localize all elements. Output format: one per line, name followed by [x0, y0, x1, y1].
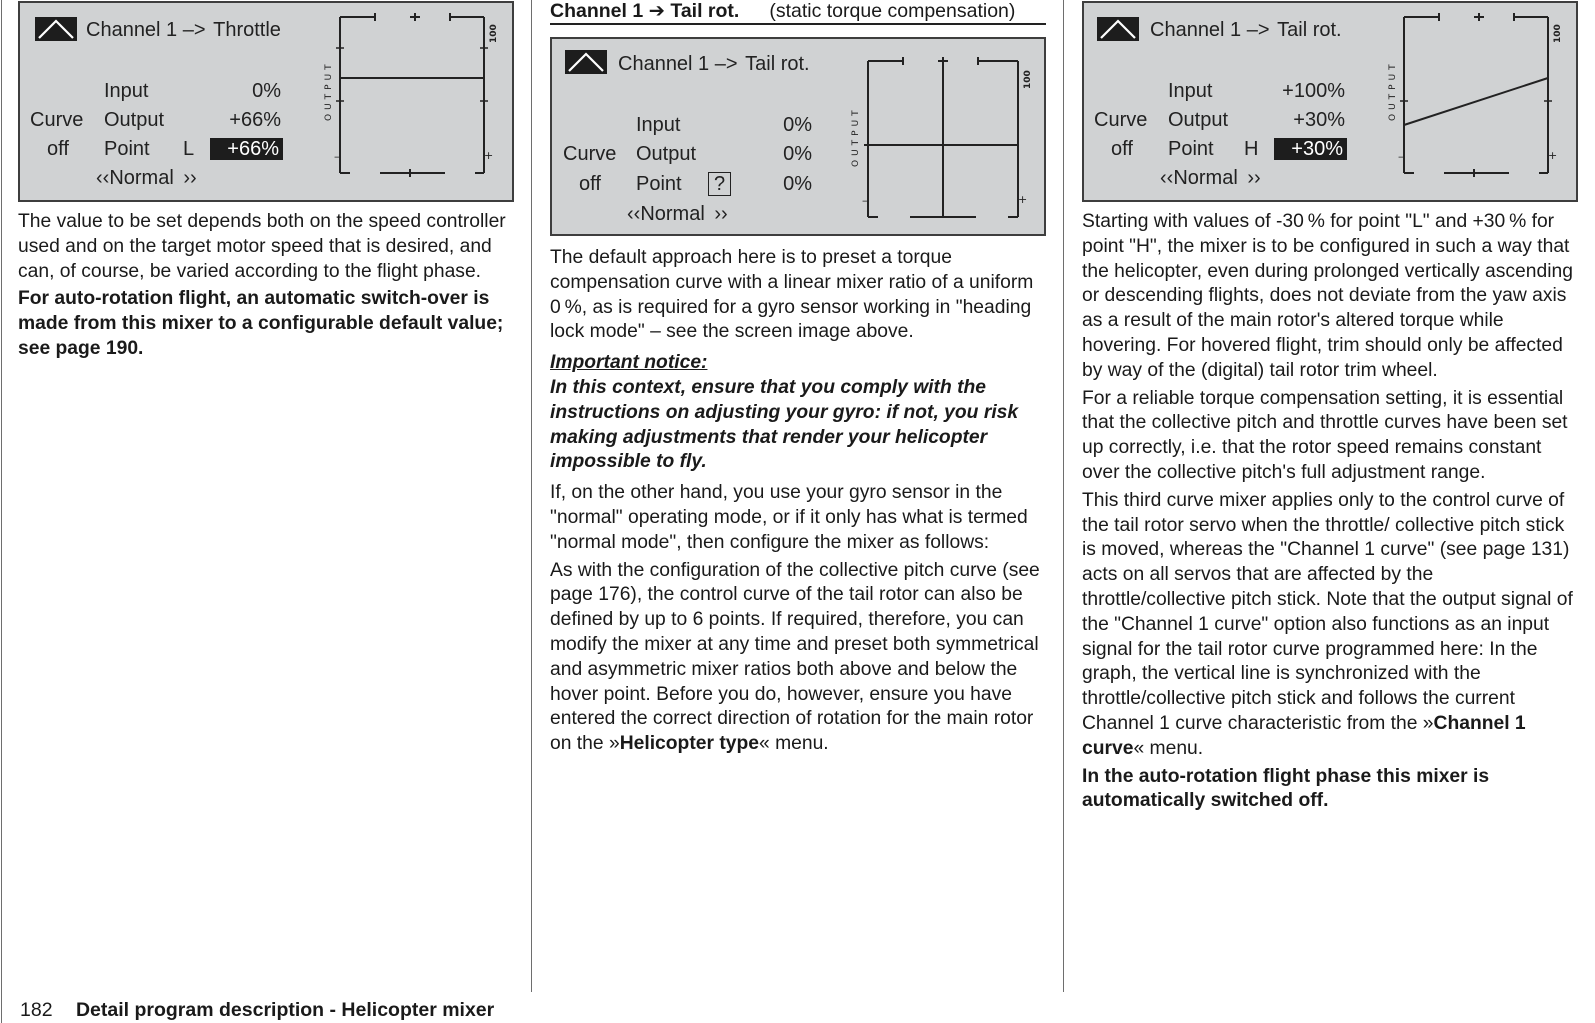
mixer-target: Tail rot.: [745, 53, 810, 75]
point-name-box[interactable]: ?: [708, 172, 731, 196]
mode-label: Normal: [109, 167, 174, 189]
input-label: Input: [1168, 80, 1213, 102]
notice-body: In this context, ensure that you comply with the instructions on adjusting your gyro: if not, you risk making adjustments that render your helicopter impossible to fly.: [550, 376, 1019, 473]
chevron-right-icon: ››: [1247, 167, 1261, 189]
curve-label: Curve: [1094, 109, 1148, 131]
output-label: Output: [104, 109, 165, 131]
output-label: Output: [1168, 109, 1229, 131]
mode-selector[interactable]: [627, 203, 728, 225]
point-label: Point: [104, 138, 150, 160]
scale-label: 100: [489, 24, 499, 43]
paragraph: As with the configuration of the collective pitch curve (see page 176), the control curve of the tail rotor can also be defined by up to 6 points. If required, therefore, you can modify the mixer at any time and preset both symmetrical and asymmetric mixer ratios both above and below the hover point. Before you do, however, ensure you have entered the correct direction of rotation for the main rotor on the »Helicopter type« menu.: [550, 559, 1040, 755]
svg-text:+: +: [1018, 193, 1028, 206]
mode-label: Normal: [640, 203, 705, 225]
section-subtitle: (static torque compensation): [769, 0, 1016, 22]
curve-graph: [320, 13, 510, 193]
arrow-right-icon: –>: [1246, 19, 1270, 41]
menu-reference: Channel 1 curve: [1082, 712, 1526, 759]
svg-text:+: +: [1548, 149, 1558, 162]
column-left: [18, 0, 516, 362]
column-divider: [1063, 0, 1064, 992]
throttle-curve-screen: [18, 1, 514, 202]
point-name: L: [183, 138, 195, 160]
page-number: 182: [20, 999, 53, 1021]
chevron-left-icon: ‹‹: [1160, 167, 1174, 189]
screen-title: [1150, 19, 1342, 41]
point-value-field[interactable]: +66%: [210, 138, 283, 160]
point-label: Point: [1168, 138, 1214, 160]
page-footer: [20, 999, 494, 1022]
axis-label: OUTPUT: [324, 60, 334, 121]
paragraph: The value to be set depends both on the speed controller used and on the target motor speed that is desired, and can, of course, be varied according to the flight phase.: [18, 211, 506, 282]
svg-text:–: –: [1398, 150, 1404, 163]
mixer-target: Throttle: [213, 19, 281, 41]
chevron-left-icon: ‹‹: [96, 167, 110, 189]
scale-label: 100: [1553, 24, 1563, 43]
output-value: +66%: [229, 109, 281, 131]
svg-text:+: +: [484, 149, 494, 162]
axis-label: OUTPUT: [851, 106, 861, 167]
chevron-left-icon: ‹‹: [627, 203, 641, 225]
output-label: Output: [636, 143, 697, 165]
point-label: Point: [636, 173, 682, 195]
screen-title: [86, 19, 281, 41]
output-value: +30%: [1293, 109, 1345, 131]
chevron-right-icon: ››: [183, 167, 197, 189]
menu-reference: Helicopter type: [619, 733, 759, 755]
tail-rotor-screen-zero: [550, 37, 1046, 236]
column-divider: [1, 0, 2, 1023]
mode-selector[interactable]: [1160, 167, 1261, 189]
curve-state: off: [579, 173, 601, 195]
section-heading: [550, 0, 1046, 22]
screen-title: [618, 53, 810, 75]
section-title: Channel 1 ➔ Tail rot.: [550, 0, 740, 22]
point-name: H: [1244, 138, 1259, 160]
channel-label: Channel 1: [86, 19, 178, 41]
notice-title: Important notice:: [550, 352, 708, 374]
channel-label: Channel 1: [618, 53, 710, 75]
paragraph: Starting with values of -30 % for point "L" and +30 % for point "H", the mixer is to be configured in such a way that the helicopter, even during prolonged vertically ascending or descending flights, does not deviate from the yaw axis as a result of the main rotor's altered torque while hovering. For hovered flight, trim should only be affected by way of the (digital) tail rotor trim wheel.: [1082, 211, 1573, 381]
paragraph-bold: In the auto-rotation flight phase this mixer is automatically switched off.: [1082, 765, 1490, 812]
input-label: Input: [636, 114, 681, 136]
output-value: 0%: [783, 143, 812, 165]
curve-state: off: [47, 138, 69, 160]
paragraph: The default approach here is to preset a torque compensation curve with a linear mixer ratio of a uniform 0 %, as is required for a gyro sensor working in "heading lock mode" – see the screen image above.: [550, 247, 1034, 343]
up-arrow-icon: [565, 50, 607, 74]
paragraph: This third curve mixer applies only to the control curve of the tail rotor servo when the throttle/ collective pitch stick is moved, whereas the "Channel 1 curve" (see page 131) acts on all servos that are affected by the throttle/collective pitch stick. Note that the output signal of the "Channel 1 curve" option also functions as an input signal for the tail rotor curve programmed here: In the graph, the vertical line is synchronized with the throttle/collective pitch stick and follows the current Channel 1 curve characteristic from the »Channel 1 curve« menu.: [1082, 489, 1573, 759]
arrow-right-icon: –>: [182, 19, 206, 41]
chevron-right-icon: ››: [714, 203, 728, 225]
footer-title: Detail program description - Helicopter mixer: [75, 999, 495, 1021]
mixer-target: Tail rot.: [1277, 19, 1342, 41]
input-value: 0%: [783, 114, 812, 136]
input-value: 0%: [252, 80, 281, 102]
curve-label: Curve: [30, 109, 84, 131]
paragraph: For a reliable torque compensation setting, it is essential that the collective pitch and throttle curves have been set up correctly, i.e. that the rotor speed remains constant over the collective pitch's full adjustment range.: [1082, 387, 1568, 483]
paragraph-bold: For auto-rotation flight, an automatic switch-over is made from this mixer to a configurable default value; see page 190.: [18, 288, 504, 359]
point-value-field[interactable]: +30%: [1274, 138, 1347, 160]
input-value: +100%: [1282, 80, 1345, 102]
column-divider: [531, 0, 532, 992]
curve-graph: [1384, 13, 1574, 193]
curve-label: Curve: [563, 143, 617, 165]
svg-text:–: –: [862, 194, 868, 207]
column-right: [1082, 0, 1580, 814]
input-label: Input: [104, 80, 149, 102]
column-middle: [550, 0, 1046, 757]
axis-label: OUTPUT: [1388, 60, 1398, 121]
svg-text:–: –: [334, 150, 340, 163]
mode-label: Normal: [1173, 167, 1238, 189]
paragraph: If, on the other hand, you use your gyro sensor in the "normal" operating mode, or if it only has what is termed "normal mode", then configure the mixer as follows:: [550, 482, 1028, 553]
curve-graph: [848, 49, 1044, 234]
channel-label: Channel 1: [1150, 19, 1242, 41]
up-arrow-icon: [35, 17, 77, 41]
up-arrow-icon: [1097, 17, 1139, 41]
scale-label: 100: [1023, 70, 1033, 89]
tail-rotor-screen-high: [1082, 1, 1578, 202]
mode-selector[interactable]: [96, 167, 197, 189]
arrow-right-icon: –>: [714, 53, 738, 75]
point-value-field[interactable]: 0%: [783, 173, 812, 195]
curve-state: off: [1111, 138, 1133, 160]
